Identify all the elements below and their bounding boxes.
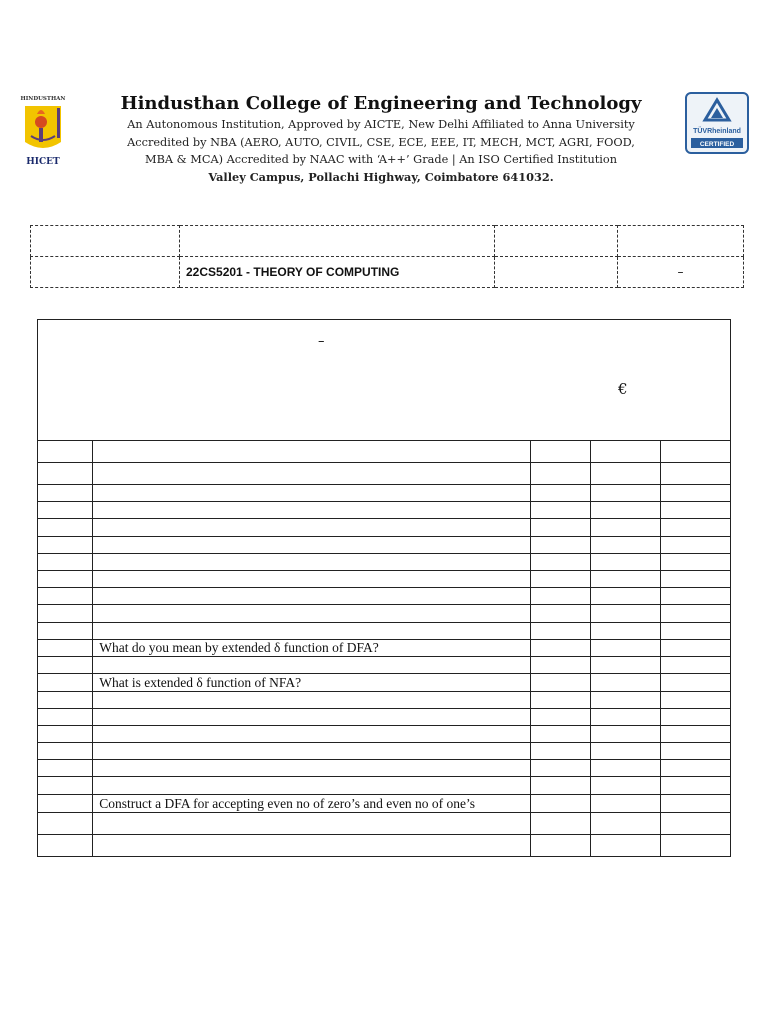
question-cell [590,709,661,726]
question-cell [530,760,590,777]
question-cell [590,813,661,835]
question-row [38,554,731,571]
question-row [38,795,731,813]
question-row [38,519,731,537]
question-cell [590,657,661,674]
hicet-logo [17,92,69,170]
question-text [93,709,531,726]
question-cell [530,623,590,640]
question-cell [590,441,661,463]
question-row [38,571,731,588]
instruction-box [37,319,731,441]
question-cell [661,795,731,813]
question-cell [38,463,93,485]
question-cell [590,537,661,554]
question-text [93,571,531,588]
info-cell [180,226,495,257]
question-row [38,813,731,835]
question-cell [661,571,731,588]
logo-top-text: HINDUSTHAN [20,96,66,102]
question-cell [590,623,661,640]
question-cell [530,640,590,657]
question-cell [661,674,731,692]
question-cell [661,519,731,537]
tuv-brand-text: TÜVRheinland [693,128,741,135]
question-text [93,605,531,623]
question-cell [590,554,661,571]
question-cell [38,502,93,519]
question-text [93,813,531,835]
question-row [38,709,731,726]
college-name: Hindusthan College of Engineering and Technology [120,93,642,114]
question-cell [530,554,590,571]
question-text [93,726,531,743]
question-cell [661,640,731,657]
header-line-3: MBA & MCA) Accredited by NAAC with ‘A++’ Grade | An ISO Certified Institution [145,153,617,166]
question-cell [38,571,93,588]
question-cell [38,726,93,743]
question-cell [661,441,731,463]
question-cell [590,777,661,795]
question-cell [530,605,590,623]
question-cell [661,537,731,554]
question-cell [38,485,93,502]
question-cell [38,441,93,463]
question-cell [530,813,590,835]
question-cell [38,640,93,657]
question-cell [530,571,590,588]
question-cell [590,760,661,777]
question-cell [661,835,731,857]
question-cell [530,441,590,463]
question-cell [38,777,93,795]
question-cell [530,726,590,743]
question-row [38,441,731,463]
question-row [38,537,731,554]
question-text: What is extended δ function of NFA? [93,674,531,692]
question-cell [38,743,93,760]
info-dash: – [618,257,744,288]
header-line-1: An Autonomous Institution, Approved by AICTE, New Delhi Affiliated to Anna University [127,118,635,131]
question-row [38,463,731,485]
question-row [38,640,731,657]
question-cell [530,519,590,537]
question-cell [38,674,93,692]
question-row [38,605,731,623]
question-cell [590,835,661,857]
question-text [93,554,531,571]
question-cell [590,571,661,588]
question-row [38,674,731,692]
question-text [93,760,531,777]
question-row [38,692,731,709]
question-cell [38,692,93,709]
question-cell [530,674,590,692]
tuv-certified-text: CERTIFIED [699,141,735,148]
question-cell [661,709,731,726]
question-cell [661,463,731,485]
question-cell [590,485,661,502]
question-text [93,502,531,519]
question-row [38,485,731,502]
question-cell [590,588,661,605]
question-text [93,441,531,463]
question-row [38,657,731,674]
question-cell [590,463,661,485]
info-cell [618,226,744,257]
question-cell [661,623,731,640]
question-cell [530,485,590,502]
question-cell [530,835,590,857]
question-cell [38,709,93,726]
info-row-header [31,226,744,257]
question-cell [661,777,731,795]
course-code-title: 22CS5201 - THEORY OF COMPUTING [180,257,495,288]
question-cell [661,588,731,605]
question-cell [530,588,590,605]
question-cell [530,743,590,760]
question-row [38,777,731,795]
question-cell [38,795,93,813]
question-cell [530,657,590,674]
question-cell [530,463,590,485]
question-cell [590,502,661,519]
epsilon-symbol: € [618,380,628,398]
question-text [93,835,531,857]
question-row [38,835,731,857]
question-cell [590,795,661,813]
question-cell [38,760,93,777]
question-text [93,743,531,760]
question-text: Construct a DFA for accepting even no of zero’s and even no of one’s [93,795,531,813]
question-cell [38,554,93,571]
question-cell [38,813,93,835]
logo-bottom-text: HICET [26,157,60,167]
question-cell [661,726,731,743]
question-cell [530,502,590,519]
question-cell [530,795,590,813]
question-cell [38,657,93,674]
question-text [93,519,531,537]
question-row [38,743,731,760]
question-text [93,537,531,554]
question-cell [661,760,731,777]
question-row [38,623,731,640]
question-text [93,692,531,709]
question-text: What do you mean by extended δ function of DFA? [93,640,531,657]
info-cell [495,257,618,288]
question-cell [661,554,731,571]
question-cell [530,709,590,726]
question-row [38,588,731,605]
question-cell [530,777,590,795]
question-cell [661,485,731,502]
question-cell [530,692,590,709]
tuv-certified-logo [685,92,749,154]
question-cell [590,726,661,743]
question-cell [590,743,661,760]
question-cell [661,502,731,519]
question-cell [661,605,731,623]
info-row-course [31,257,744,288]
question-cell [590,692,661,709]
question-text [93,777,531,795]
question-text [93,588,531,605]
header-line-2: Accredited by NBA (AERO, AUTO, CIVIL, CSE, ECE, EEE, IT, MECH, MCT, AGRI, FOOD, [127,135,635,149]
question-cell [38,519,93,537]
question-cell [38,835,93,857]
question-cell [38,588,93,605]
campus-address: Valley Campus, Pollachi Highway, Coimbatore 641032. [208,169,554,184]
institution-header [80,92,682,186]
question-cell [38,605,93,623]
questions-table [37,440,731,857]
question-text [93,657,531,674]
question-cell [590,519,661,537]
course-info-table [30,225,744,288]
question-cell [661,813,731,835]
question-row [38,726,731,743]
instruction-dash: – [318,334,325,349]
info-cell [31,226,180,257]
question-cell [661,657,731,674]
info-cell [495,226,618,257]
question-cell [590,605,661,623]
question-cell [38,623,93,640]
question-row [38,760,731,777]
question-cell [530,537,590,554]
question-cell [661,743,731,760]
question-cell [590,640,661,657]
question-text [93,623,531,640]
question-cell [590,674,661,692]
question-cell [38,537,93,554]
question-row [38,502,731,519]
info-cell [31,257,180,288]
question-text [93,463,531,485]
question-text [93,485,531,502]
question-cell [661,692,731,709]
